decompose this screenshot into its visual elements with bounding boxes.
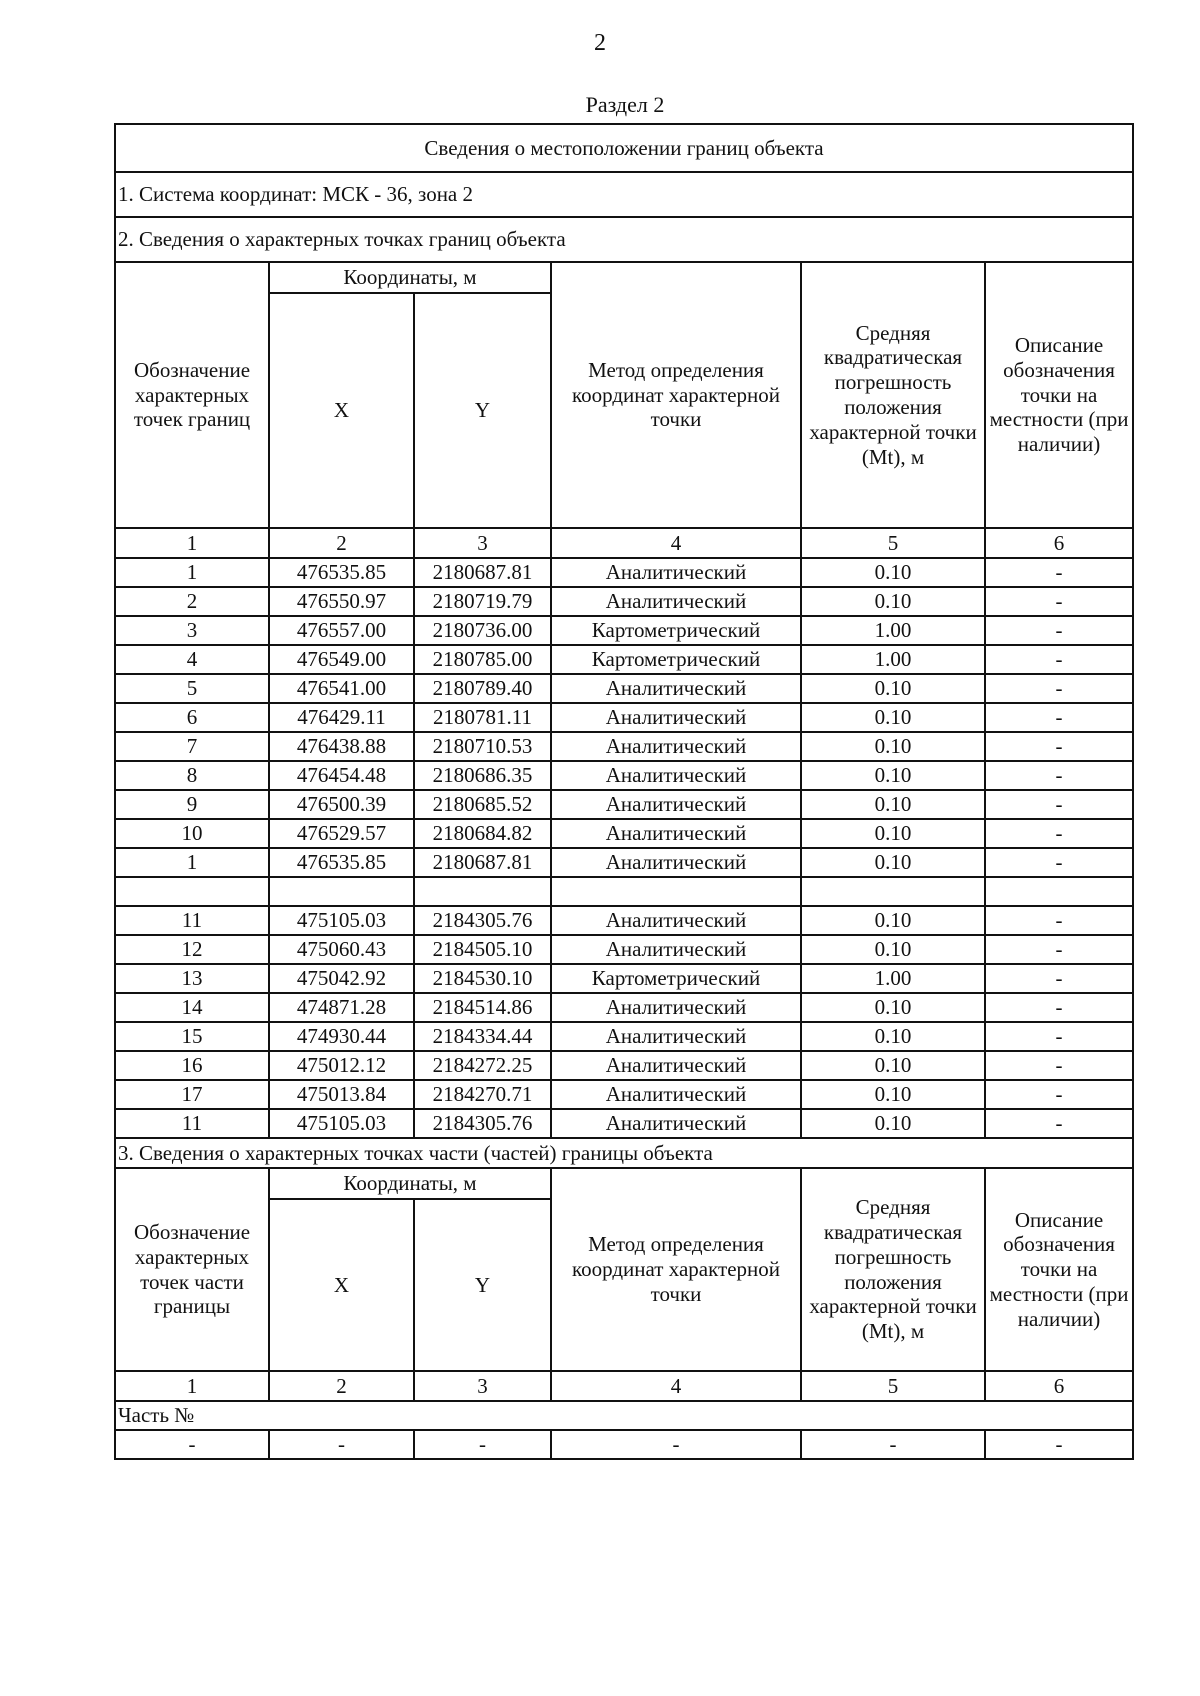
description-cell: - <box>985 732 1133 761</box>
x-cell <box>269 877 414 906</box>
x-cell: 475105.03 <box>269 906 414 935</box>
description-cell: - <box>985 935 1133 964</box>
description-cell: - <box>985 1022 1133 1051</box>
description-cell: - <box>985 1109 1133 1138</box>
point-cell: 9 <box>115 790 269 819</box>
error-cell: 0.10 <box>801 993 985 1022</box>
y-cell: 2180785.00 <box>414 645 551 674</box>
column-number: 4 <box>551 528 801 558</box>
header-point: Обозначение характерных точек границ <box>115 262 269 528</box>
description-cell: - <box>985 906 1133 935</box>
method-cell: Аналитический <box>551 1080 801 1109</box>
method-cell: Аналитический <box>551 761 801 790</box>
point-cell: 12 <box>115 935 269 964</box>
column-number: 6 <box>985 1371 1133 1401</box>
y-cell: 2180685.52 <box>414 790 551 819</box>
y-cell: 2180687.81 <box>414 558 551 587</box>
point-cell: 7 <box>115 732 269 761</box>
x-cell: 476557.00 <box>269 616 414 645</box>
table-row <box>115 703 1133 732</box>
section2-title: 2. Сведения о характерных точках границ объекта <box>115 217 1133 262</box>
error-cell: 0.10 <box>801 761 985 790</box>
y-cell: 2184305.76 <box>414 1109 551 1138</box>
description-cell <box>985 877 1133 906</box>
error-cell: 1.00 <box>801 645 985 674</box>
description-cell: - <box>985 761 1133 790</box>
section3-title: 3. Сведения о характерных точках части (частей) границы объекта <box>115 1138 1133 1168</box>
method-cell: Картометрический <box>551 645 801 674</box>
description-cell: - <box>985 1080 1133 1109</box>
description-cell: - <box>985 645 1133 674</box>
table-row <box>115 1022 1133 1051</box>
method-cell: Аналитический <box>551 935 801 964</box>
error-cell: 0.10 <box>801 935 985 964</box>
y-cell: 2180687.81 <box>414 848 551 877</box>
header-coords: Координаты, м <box>269 262 551 293</box>
header-error: Средняя квадратическая погрешность положения характерной точки (Mt), м <box>801 262 985 528</box>
table-row <box>115 848 1133 877</box>
error-cell: 0.10 <box>801 819 985 848</box>
table-row <box>115 906 1133 935</box>
part-row <box>115 1430 1133 1459</box>
header-description: Описание обозначения точки на местности (при наличии) <box>985 262 1133 528</box>
table-title: Сведения о местоположении границ объекта <box>115 124 1133 172</box>
point-cell: 14 <box>115 993 269 1022</box>
description-cell: - <box>985 848 1133 877</box>
y-cell: 2184272.25 <box>414 1051 551 1080</box>
error-cell: 0.10 <box>801 732 985 761</box>
method-cell: Картометрический <box>551 964 801 993</box>
part-cell: - <box>801 1430 985 1459</box>
point-cell: 8 <box>115 761 269 790</box>
description-cell: - <box>985 587 1133 616</box>
point-cell: 5 <box>115 674 269 703</box>
coord-system: 1. Система координат: МСК - 36, зона 2 <box>115 172 1133 217</box>
x-cell: 476429.11 <box>269 703 414 732</box>
table-row <box>115 819 1133 848</box>
column-number: 2 <box>269 528 414 558</box>
description-cell: - <box>985 964 1133 993</box>
y-cell: 2184334.44 <box>414 1022 551 1051</box>
column-number: 5 <box>801 528 985 558</box>
column-number: 1 <box>115 1371 269 1401</box>
x-cell: 475012.12 <box>269 1051 414 1080</box>
method-cell: Аналитический <box>551 558 801 587</box>
x-cell: 476500.39 <box>269 790 414 819</box>
x-cell: 476454.48 <box>269 761 414 790</box>
description-cell: - <box>985 558 1133 587</box>
header-method: Метод определения координат характерной точки <box>551 1168 801 1371</box>
header-x: X <box>269 293 414 528</box>
point-cell: 11 <box>115 1109 269 1138</box>
point-cell: 17 <box>115 1080 269 1109</box>
error-cell: 0.10 <box>801 1109 985 1138</box>
method-cell: Аналитический <box>551 819 801 848</box>
table-row <box>115 1051 1133 1080</box>
description-cell: - <box>985 703 1133 732</box>
point-cell: 6 <box>115 703 269 732</box>
part-label: Часть № <box>115 1401 1133 1430</box>
table-row <box>115 1080 1133 1109</box>
error-cell <box>801 877 985 906</box>
table-row <box>115 761 1133 790</box>
description-cell: - <box>985 674 1133 703</box>
header-error: Средняя квадратическая погрешность положения характерной точки (Mt), м <box>801 1168 985 1371</box>
table-row <box>115 790 1133 819</box>
error-cell: 0.10 <box>801 1051 985 1080</box>
y-cell: 2184305.76 <box>414 906 551 935</box>
column-number: 4 <box>551 1371 801 1401</box>
method-cell: Аналитический <box>551 703 801 732</box>
table-body <box>115 124 1133 1459</box>
error-cell: 0.10 <box>801 906 985 935</box>
table-row <box>115 993 1133 1022</box>
table-row <box>115 616 1133 645</box>
method-cell: Аналитический <box>551 1109 801 1138</box>
table-row <box>115 674 1133 703</box>
part-cell: - <box>551 1430 801 1459</box>
method-cell: Аналитический <box>551 674 801 703</box>
y-cell: 2180710.53 <box>414 732 551 761</box>
y-cell: 2180684.82 <box>414 819 551 848</box>
error-cell: 1.00 <box>801 964 985 993</box>
header-method: Метод определения координат характерной точки <box>551 262 801 528</box>
method-cell <box>551 877 801 906</box>
header-description: Описание обозначения точки на местности (при наличии) <box>985 1168 1133 1371</box>
y-cell <box>414 877 551 906</box>
error-cell: 0.10 <box>801 848 985 877</box>
x-cell: 475013.84 <box>269 1080 414 1109</box>
point-cell <box>115 877 269 906</box>
description-cell: - <box>985 790 1133 819</box>
description-cell: - <box>985 993 1133 1022</box>
y-cell: 2184270.71 <box>414 1080 551 1109</box>
method-cell: Аналитический <box>551 732 801 761</box>
table-row <box>115 935 1133 964</box>
x-cell: 474930.44 <box>269 1022 414 1051</box>
point-cell: 2 <box>115 587 269 616</box>
header-x: X <box>269 1199 414 1371</box>
error-cell: 0.10 <box>801 703 985 732</box>
y-cell: 2180736.00 <box>414 616 551 645</box>
method-cell: Аналитический <box>551 1051 801 1080</box>
x-cell: 476438.88 <box>269 732 414 761</box>
error-cell: 0.10 <box>801 1080 985 1109</box>
x-cell: 476549.00 <box>269 645 414 674</box>
y-cell: 2180789.40 <box>414 674 551 703</box>
x-cell: 476550.97 <box>269 587 414 616</box>
x-cell: 476535.85 <box>269 848 414 877</box>
y-cell: 2184530.10 <box>414 964 551 993</box>
part-cell: - <box>414 1430 551 1459</box>
table-row <box>115 587 1133 616</box>
error-cell: 1.00 <box>801 616 985 645</box>
header-y: Y <box>414 1199 551 1371</box>
section-label: Раздел 2 <box>585 92 665 117</box>
boundary-table <box>114 123 1134 1460</box>
description-cell: - <box>985 819 1133 848</box>
y-cell: 2180719.79 <box>414 587 551 616</box>
method-cell: Аналитический <box>551 790 801 819</box>
method-cell: Аналитический <box>551 848 801 877</box>
y-cell: 2180781.11 <box>414 703 551 732</box>
y-cell: 2184514.86 <box>414 993 551 1022</box>
error-cell: 0.10 <box>801 558 985 587</box>
column-number: 2 <box>269 1371 414 1401</box>
header-coords: Координаты, м <box>269 1168 551 1199</box>
error-cell: 0.10 <box>801 790 985 819</box>
column-number: 1 <box>115 528 269 558</box>
point-cell: 1 <box>115 848 269 877</box>
point-cell: 16 <box>115 1051 269 1080</box>
column-number: 5 <box>801 1371 985 1401</box>
table-row <box>115 964 1133 993</box>
point-cell: 1 <box>115 558 269 587</box>
x-cell: 474871.28 <box>269 993 414 1022</box>
error-cell: 0.10 <box>801 587 985 616</box>
x-cell: 476541.00 <box>269 674 414 703</box>
table-row <box>115 732 1133 761</box>
description-cell: - <box>985 1051 1133 1080</box>
page-number: 2 <box>594 30 606 56</box>
x-cell: 476535.85 <box>269 558 414 587</box>
header-y: Y <box>414 293 551 528</box>
x-cell: 475060.43 <box>269 935 414 964</box>
column-number: 6 <box>985 528 1133 558</box>
description-cell: - <box>985 616 1133 645</box>
y-cell: 2180686.35 <box>414 761 551 790</box>
point-cell: 4 <box>115 645 269 674</box>
table-row <box>115 645 1133 674</box>
x-cell: 476529.57 <box>269 819 414 848</box>
part-cell: - <box>269 1430 414 1459</box>
method-cell: Аналитический <box>551 906 801 935</box>
x-cell: 475105.03 <box>269 1109 414 1138</box>
point-cell: 10 <box>115 819 269 848</box>
point-cell: 11 <box>115 906 269 935</box>
header-point-part: Обозначение характерных точек части границы <box>115 1168 269 1371</box>
part-cell: - <box>115 1430 269 1459</box>
method-cell: Аналитический <box>551 587 801 616</box>
part-cell: - <box>985 1430 1133 1459</box>
column-numbers-row <box>115 528 1133 558</box>
column-numbers-row <box>115 1371 1133 1401</box>
table-row <box>115 877 1133 906</box>
column-number: 3 <box>414 1371 551 1401</box>
point-cell: 13 <box>115 964 269 993</box>
method-cell: Аналитический <box>551 993 801 1022</box>
error-cell: 0.10 <box>801 1022 985 1051</box>
point-cell: 3 <box>115 616 269 645</box>
table-row <box>115 558 1133 587</box>
table-row <box>115 1109 1133 1138</box>
y-cell: 2184505.10 <box>414 935 551 964</box>
point-cell: 15 <box>115 1022 269 1051</box>
x-cell: 475042.92 <box>269 964 414 993</box>
method-cell: Картометрический <box>551 616 801 645</box>
column-number: 3 <box>414 528 551 558</box>
error-cell: 0.10 <box>801 674 985 703</box>
method-cell: Аналитический <box>551 1022 801 1051</box>
